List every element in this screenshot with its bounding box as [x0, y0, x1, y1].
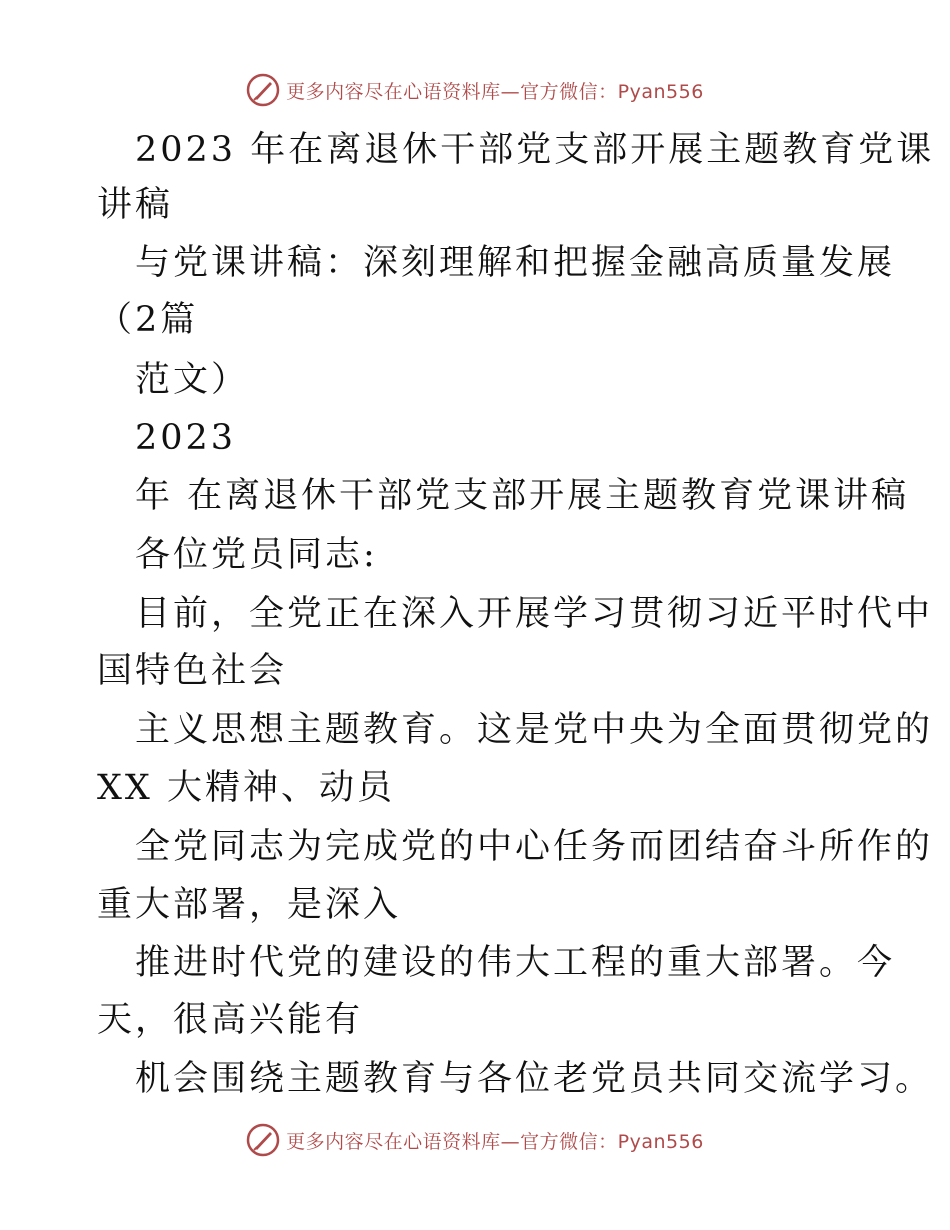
footer-banner [0, 1120, 950, 1160]
paragraph-line: 国特色社会 [97, 651, 288, 691]
footer-banner-text: 更多内容尽在心语资料库—官方微信：Pyan556 [286, 1130, 704, 1153]
title-line-1: 2023 年在离退休干部党支部开展主题教育党课 [135, 130, 935, 170]
paragraph-line: 主义思想主题教育。这是党中央为全面贯彻党的 [135, 710, 934, 750]
paragraph-line: 目前，全党正在深入开展学习贯彻习近平时代中 [135, 594, 934, 634]
year-line: 2023 [135, 418, 237, 458]
subtitle-line-3: 范文） [135, 360, 250, 400]
paragraph-line: 全党同志为完成党的中心任务而团结奋斗所作的 [135, 827, 934, 867]
paragraph-line: 推进时代党的建设的伟大工程的重大部署。今 [135, 943, 896, 983]
title-line-2: 讲稿 [97, 185, 174, 225]
heading-line: 年 在离退休干部党支部开展主题教育党课讲稿 [135, 476, 910, 516]
paragraph-line: 重大部署，是深入 [97, 885, 402, 925]
paragraph-line: 天，很高兴能有 [97, 1000, 364, 1040]
quill-logo-icon [246, 1123, 280, 1157]
header-banner-text: 更多内容尽在心语资料库—官方微信：Pyan556 [286, 80, 704, 103]
subtitle-line-2: （2篇 [97, 300, 199, 340]
salutation-line: 各位党员同志: [135, 535, 378, 575]
paragraph-line: 机会围绕主题教育与各位老党员共同交流学习。 [135, 1059, 934, 1099]
paragraph-line: XX 大精神、动员 [97, 768, 395, 808]
subtitle-line-1: 与党课讲稿：深刻理解和把握金融高质量发展 [135, 243, 896, 283]
